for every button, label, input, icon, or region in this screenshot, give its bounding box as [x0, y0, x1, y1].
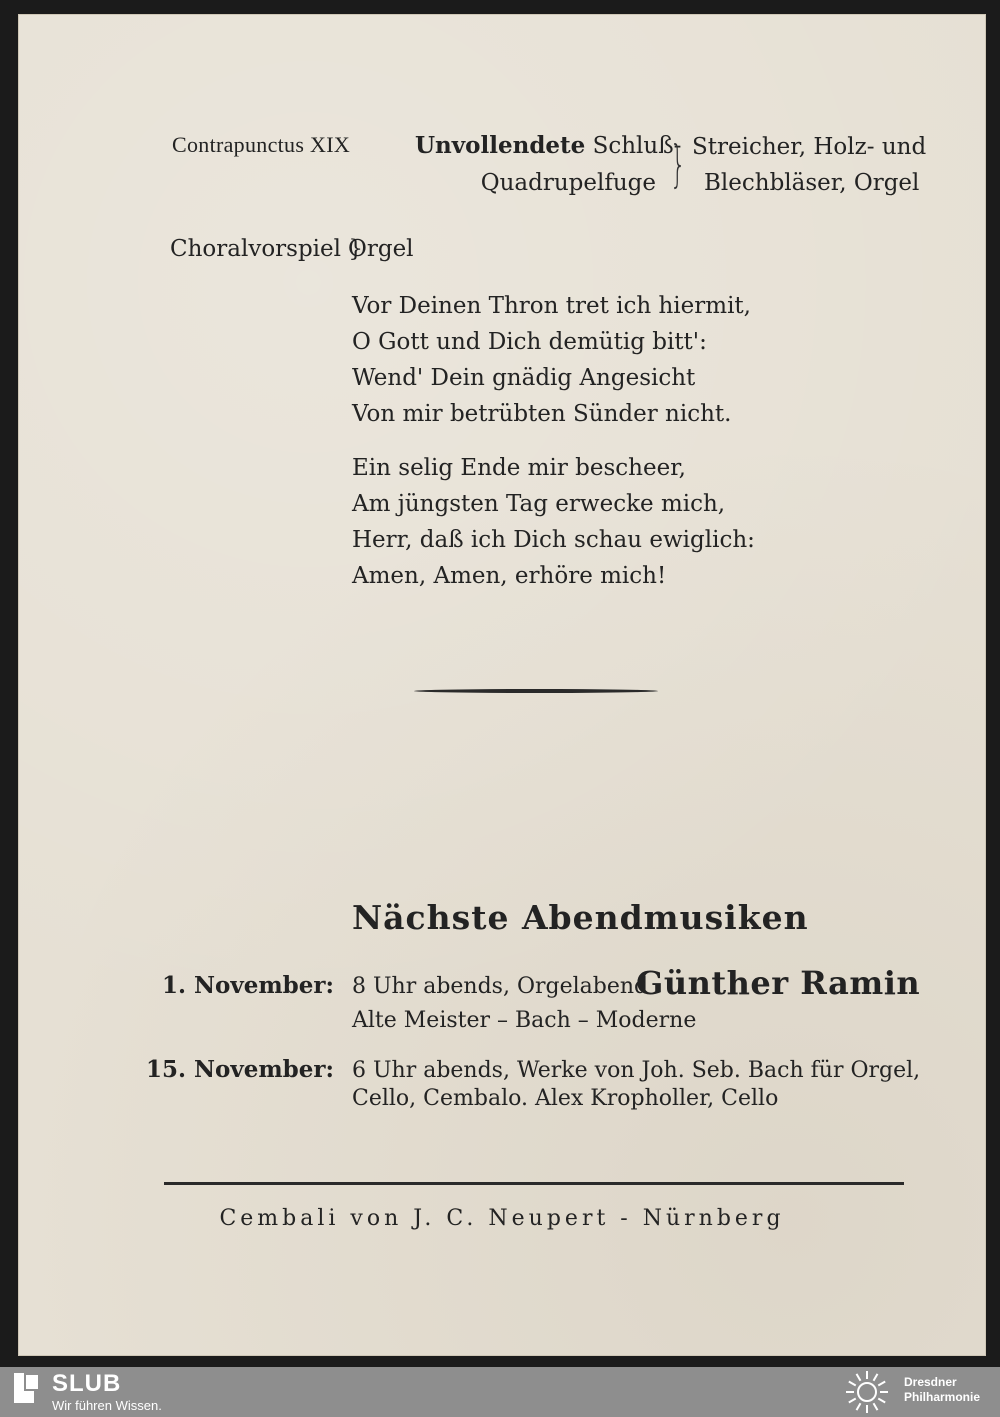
- verse-2: [352, 450, 755, 594]
- instruments-line2: Blechbläser, Orgel: [704, 170, 920, 196]
- verse-line: O Gott und Dich demütig bitt':: [352, 329, 707, 355]
- instruments-line1: Streicher, Holz- und: [692, 134, 927, 160]
- philharmonie-logo-text[interactable]: Dresdner Philharmonie: [904, 1375, 981, 1404]
- chorale-label: Choralvorspiel }: [170, 236, 363, 262]
- piece-title-rest: Schluß-: [585, 133, 682, 159]
- piece-title-line2: Quadrupelfuge: [480, 170, 656, 196]
- event1-line2: Alte Meister – Bach – Moderne: [352, 1008, 697, 1033]
- event2-line2: Cello, Cembalo. Alex Kropholler, Cello: [352, 1086, 779, 1111]
- event1-date: 1. November:: [161, 972, 334, 999]
- verse-line: Vor Deinen Thron tret ich hiermit,: [352, 293, 751, 319]
- next-concerts-heading: Nächste Abendmusiken: [352, 898, 809, 937]
- piece-title: [415, 132, 681, 159]
- footer-rule: [164, 1182, 904, 1185]
- ornamental-divider: [414, 689, 658, 693]
- verse-line: Von mir betrübten Sünder nicht.: [352, 401, 732, 427]
- verse-line: Wend' Dein gnädig Angesicht: [352, 365, 696, 391]
- chorale-instrument: Orgel: [348, 236, 414, 262]
- event2-date: 15. November:: [145, 1056, 334, 1083]
- event1-performer: Günther Ramin: [636, 964, 921, 1002]
- piece-number: Contrapunctus XIX: [172, 132, 351, 157]
- document-page: [18, 14, 986, 1356]
- event2-line1: 6 Uhr abends, Werke von Joh. Seb. Bach für Orgel,: [352, 1058, 921, 1083]
- verse-line: Am jüngsten Tag erwecke mich,: [352, 491, 726, 517]
- piece-title-bold: Unvollendete: [415, 132, 586, 159]
- verse-line: Herr, daß ich Dich schau ewiglich:: [352, 527, 755, 553]
- philharmonie-logo-icon[interactable]: [842, 1369, 892, 1415]
- slub-tagline: Wir führen Wissen.: [52, 1398, 162, 1413]
- brace: }: [670, 135, 686, 193]
- verse-line: Amen, Amen, erhöre mich!: [352, 563, 667, 589]
- slub-logo-text[interactable]: SLUB: [52, 1370, 122, 1397]
- footer-note: Cembali von J. C. Neupert - Nürnberg: [219, 1206, 785, 1231]
- slub-logo-icon[interactable]: [12, 1371, 40, 1405]
- viewer-footer-bar: [0, 1367, 1000, 1417]
- verse-1: [352, 288, 751, 432]
- event1-line1: 8 Uhr abends, Orgelabend: [352, 974, 649, 999]
- verse-line: Ein selig Ende mir bescheer,: [352, 455, 686, 481]
